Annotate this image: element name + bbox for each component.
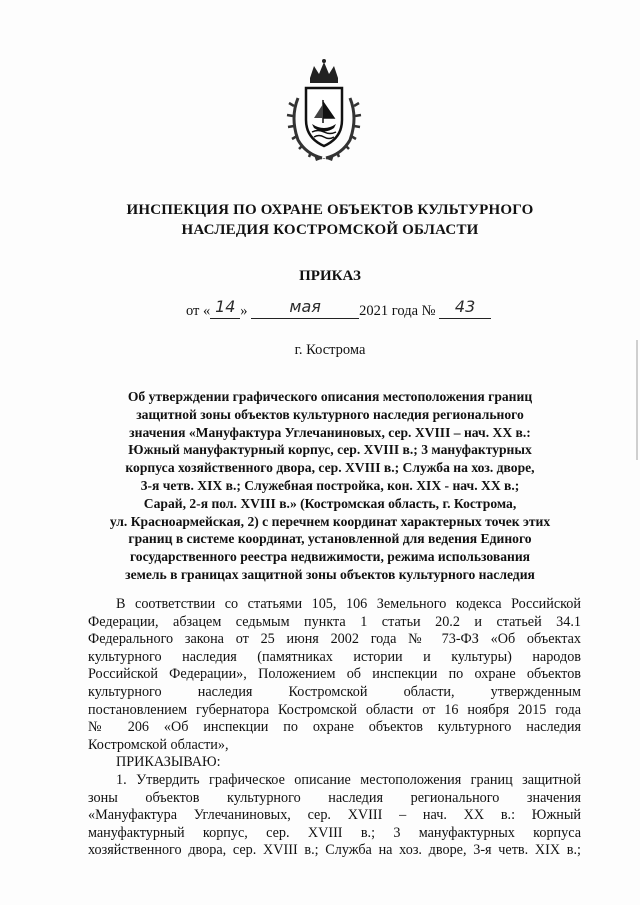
subject-line: границ в системе координат, установленной для ведения Единого <box>128 531 532 547</box>
subject-line: государственного реестра недвижимости, режима использования <box>129 549 531 565</box>
coat-of-arms-emblem <box>284 58 364 162</box>
body-line: культурного наследия (памятниках истории и культуры) народов <box>88 648 581 665</box>
subject-line: Южный мануфактурный корпус, сер. XVIII в.; 3 мануфактурных <box>128 442 532 458</box>
body-line: постановлением губернатора Костромской области от 16 ноября 2015 года <box>88 701 581 718</box>
order-date-line <box>186 297 491 320</box>
body-line: Российской Федерации», Положением об инспекции по охране объектов <box>88 666 581 683</box>
date-month-handwritten: мая <box>289 297 321 316</box>
subject-line: корпуса хозяйственного двора, сер. XVIII в.; Служба на хоз. дворе, <box>125 460 535 476</box>
order-word: ПРИКАЗЫВАЮ: <box>116 754 221 771</box>
subject-line: ул. Красноармейская, 2) с перечнем координат характерных точек этих <box>109 513 551 529</box>
date-day-handwritten: 14 <box>215 297 236 316</box>
date-year-text: 2021 года № <box>359 303 436 319</box>
date-quote-close: » <box>240 303 248 319</box>
organization-title <box>60 200 600 240</box>
organization-title-line-1: ИНСПЕКЦИЯ ПО ОХРАНЕ ОБЪЕКТОВ КУЛЬТУРНОГО <box>126 202 534 218</box>
date-month-field <box>251 297 359 319</box>
subject-line: защитной зоны объектов культурного наследия регионального <box>136 406 524 422</box>
subject-line: значения «Мануфактура Углечаниновых, сер. XVIII – нач. XX в.: <box>129 424 531 440</box>
order-number-handwritten: 43 <box>454 297 476 316</box>
order-title: ПРИКАЗ <box>299 268 361 284</box>
item-1-line: зоны объектов культурного наследия регионального значения <box>88 789 581 806</box>
city-line: г. Кострома <box>294 342 366 358</box>
organization-title-line-2: НАСЛЕДИЯ КОСТРОМСКОЙ ОБЛАСТИ <box>181 222 479 238</box>
body-line: № 206 «Об инспекции по охране объектов культурного наследия <box>88 719 581 736</box>
body-line: культурного наследия Костромской области, утвержденным <box>88 683 581 700</box>
subject-line: 3-я четв. XIX в.; Служебная постройка, кон. XIX - нач. XX в.; <box>140 477 520 493</box>
body-line: Федерации, абзацем седьмым пункта 1 статьи 20.2 и статьей 34.1 <box>88 613 581 630</box>
body-line: В соответствии со статьями 105, 106 Земельного кодекса Российской <box>116 596 581 612</box>
body-line: Федерального закона от 25 июня 2002 года № 73-ФЗ «Об объектах <box>88 631 581 648</box>
body-line: Костромской области», <box>88 736 229 753</box>
subject-line: Об утверждении графического описания местоположения границ <box>127 389 533 404</box>
order-body <box>88 596 581 860</box>
order-subject <box>70 388 590 584</box>
subject-line: земель в границах защитной зоны объектов культурного наследия <box>125 566 535 582</box>
item-1-line: 1. Утвердить графическое описание местоположения границ защитной <box>116 771 581 788</box>
item-1-line: хозяйственного двора, сер. XVIII в.; Служба на хоз. дворе, 3-я четв. XIX в.; <box>88 842 581 859</box>
date-prefix: от « <box>186 303 211 319</box>
order-number-field <box>439 297 491 319</box>
date-day-field <box>210 297 240 319</box>
scan-edge-mark <box>636 340 638 460</box>
subject-line: Сарай, 2-я пол. XVIII в.» (Костромская область, г. Кострома, <box>143 495 517 511</box>
item-1-line: «Мануфактура Углечаниновых, сер. XVIII – нач. XX в.: Южный <box>88 807 581 824</box>
item-1-line: мануфактурный корпус, сер. XVIII в.; 3 мануфактурных корпуса <box>88 824 581 841</box>
